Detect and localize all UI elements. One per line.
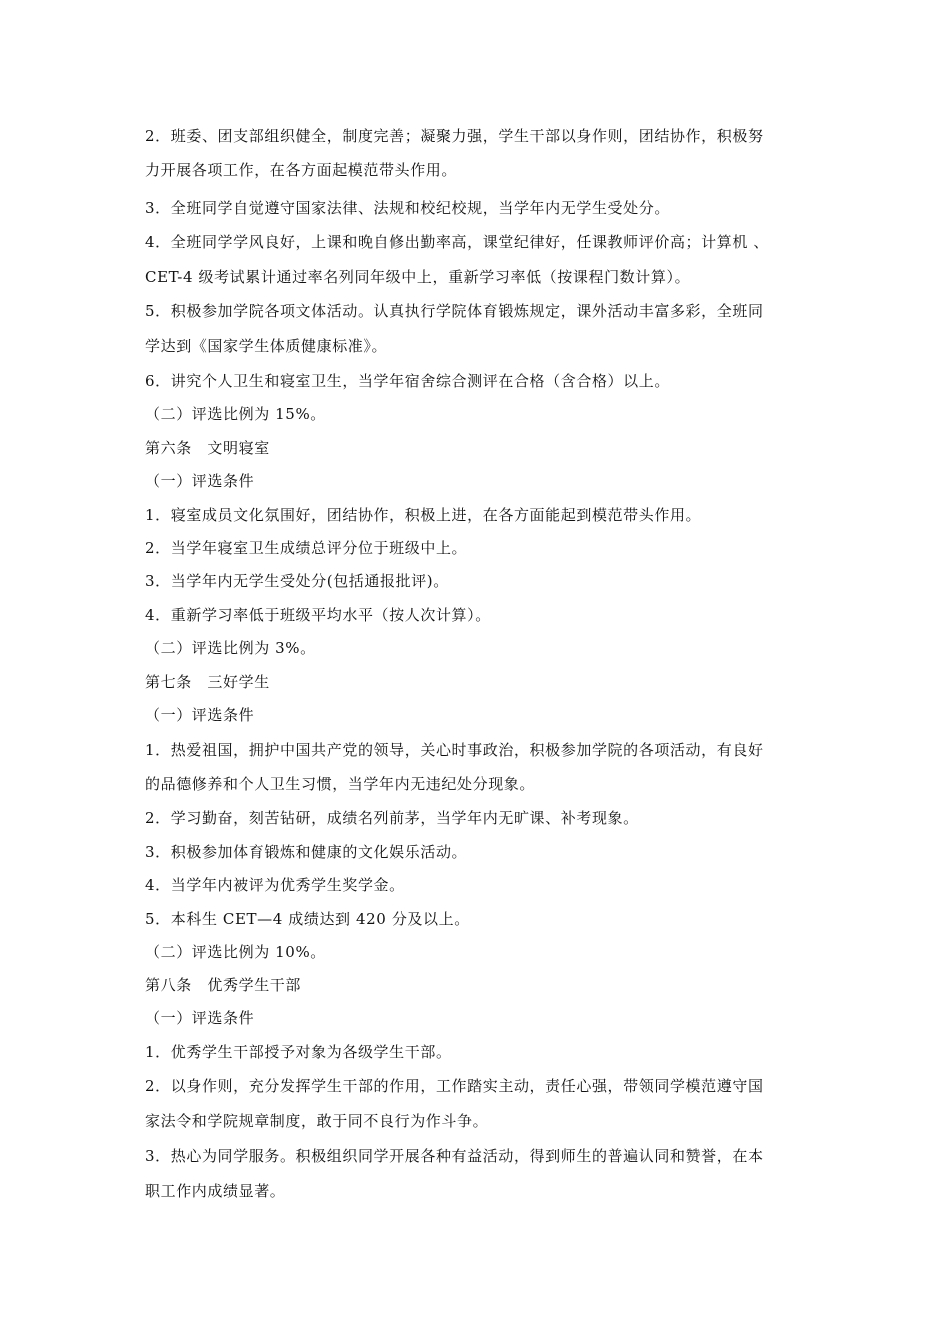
subsection-heading: （一）评选条件 <box>145 472 255 490</box>
subsection-heading: （一）评选条件 <box>145 1009 255 1027</box>
text-line: 4．全班同学学风良好，上课和晚自修出勤率高，课堂纪律好，任课教师评价高；计算机 、 <box>145 233 769 251</box>
text-line: 2．当学年寝室卫生成绩总评分位于班级中上。 <box>145 539 468 557</box>
text-line: 4．当学年内被评为优秀学生奖学金。 <box>145 876 405 894</box>
text-line: 5．本科生 CET—4 成绩达到 420 分及以上。 <box>145 910 470 928</box>
text-line: 力开展各项工作，在各方面起模范带头作用。 <box>145 161 458 179</box>
text-line: 职工作内成绩显著。 <box>145 1182 286 1200</box>
text-line: CET-4 级考试累计通过率名列同年级中上，重新学习率低（按课程门数计算）。 <box>145 268 691 286</box>
text-line: 2．班委、团支部组织健全，制度完善；凝聚力强，学生干部以身作则，团结协作，积极努 <box>145 127 764 145</box>
text-line: 学达到《国家学生体质健康标准》。 <box>145 337 388 355</box>
text-line: 3．热心为同学服务。积极组织同学开展各种有益活动，得到师生的普遍认同和赞誉，在本 <box>145 1147 764 1165</box>
text-line: （二）评选比例为 10%。 <box>145 943 326 961</box>
section-heading: 第八条 优秀学生干部 <box>145 976 302 994</box>
subsection-heading: （一）评选条件 <box>145 706 255 724</box>
text-line: （二）评选比例为 15%。 <box>145 405 326 423</box>
text-line: 6．讲究个人卫生和寝室卫生，当学年宿舍综合测评在合格（含合格）以上。 <box>145 372 670 390</box>
text-line: 1．优秀学生干部授予对象为各级学生干部。 <box>145 1043 452 1061</box>
text-line: 的品德修养和个人卫生习惯，当学年内无违纪处分现象。 <box>145 775 536 793</box>
text-line: 家法令和学院规章制度，敢于同不良行为作斗争。 <box>145 1112 489 1130</box>
text-line: 2．以身作则，充分发挥学生干部的作用，工作踏实主动，责任心强，带领同学模范遵守国 <box>145 1077 764 1095</box>
section-heading: 第七条 三好学生 <box>145 673 270 691</box>
text-line: 4．重新学习率低于班级平均水平（按人次计算）。 <box>145 606 491 624</box>
text-line: 3．全班同学自觉遵守国家法律、法规和校纪校规，当学年内无学生受处分。 <box>145 199 670 217</box>
text-line: 3．当学年内无学生受处分(包括通报批评)。 <box>145 572 449 590</box>
text-line: 1．热爱祖国，拥护中国共产党的领导，关心时事政治，积极参加学院的各项活动，有良好 <box>145 741 764 759</box>
text-line: 5．积极参加学院各项文体活动。认真执行学院体育锻炼规定，课外活动丰富多彩，全班同 <box>145 302 764 320</box>
text-line: （二）评选比例为 3%。 <box>145 639 316 657</box>
section-heading: 第六条 文明寝室 <box>145 439 270 457</box>
text-line: 2．学习勤奋，刻苦钻研，成绩名列前茅，当学年内无旷课、补考现象。 <box>145 809 639 827</box>
text-line: 3．积极参加体育锻炼和健康的文化娱乐活动。 <box>145 843 468 861</box>
text-line: 1．寝室成员文化氛围好，团结协作，积极上进，在各方面能起到模范带头作用。 <box>145 506 702 524</box>
